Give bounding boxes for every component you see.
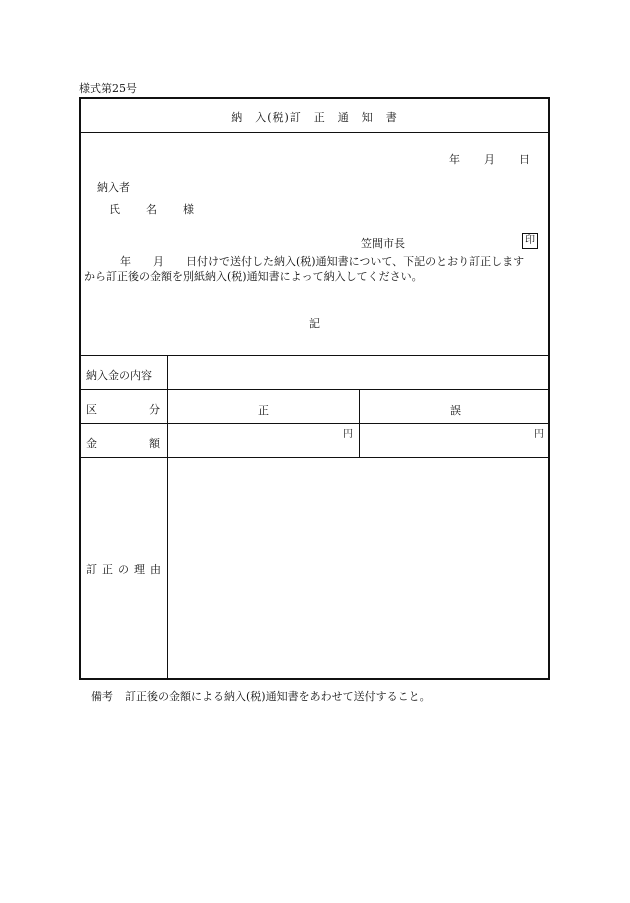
issuer-name: 笠間市長 [361,237,405,250]
payer-label: 納入者 [97,181,130,194]
payer-name-line [109,201,194,217]
remarks-label: 備考 [91,690,113,703]
ki-heading: 記 [309,317,320,330]
remarks [91,688,431,704]
table-top-line [81,355,548,356]
error-header: 誤 [450,404,461,417]
amount-label: 金 額 [86,437,160,450]
row-line-2 [81,423,548,424]
date-line [449,151,530,167]
contents-label: 納入金の内容 [86,369,152,382]
yen-correct: 円 [343,429,353,440]
form-frame [79,97,550,680]
category-label: 区 分 [86,403,160,416]
date-year: 年 [449,153,460,166]
seal-mark: 印 [522,233,538,249]
label-column-line [167,355,168,680]
name-char-2: 名 [146,203,157,216]
correct-error-divider [359,389,360,457]
form-title: 納 入(税)訂 正 通 知 書 [231,111,398,124]
body-line1: 日付けで送付した納入(税)通知書について、下記のとおり訂正します [186,255,525,268]
notice-body [84,254,549,284]
body-line2: から訂正後の金額を別紙納入(税)通知書によって納入してください。 [84,270,423,283]
date-month: 月 [484,153,495,166]
row-line-1 [81,389,548,390]
correct-header: 正 [258,404,269,417]
name-char-1: 氏 [109,203,120,216]
body-month: 月 [153,255,164,268]
remarks-text: 訂正後の金額による納入(税)通知書をあわせて送付すること。 [125,690,431,703]
reason-label: 訂正の理由 [86,563,166,576]
date-day: 日 [519,153,530,166]
title-row [81,99,548,133]
row-line-3 [81,457,548,458]
body-year: 年 [120,255,131,268]
yen-error: 円 [534,429,544,440]
form-number: 様式第25号 [79,82,137,95]
name-honorific: 様 [183,203,194,216]
